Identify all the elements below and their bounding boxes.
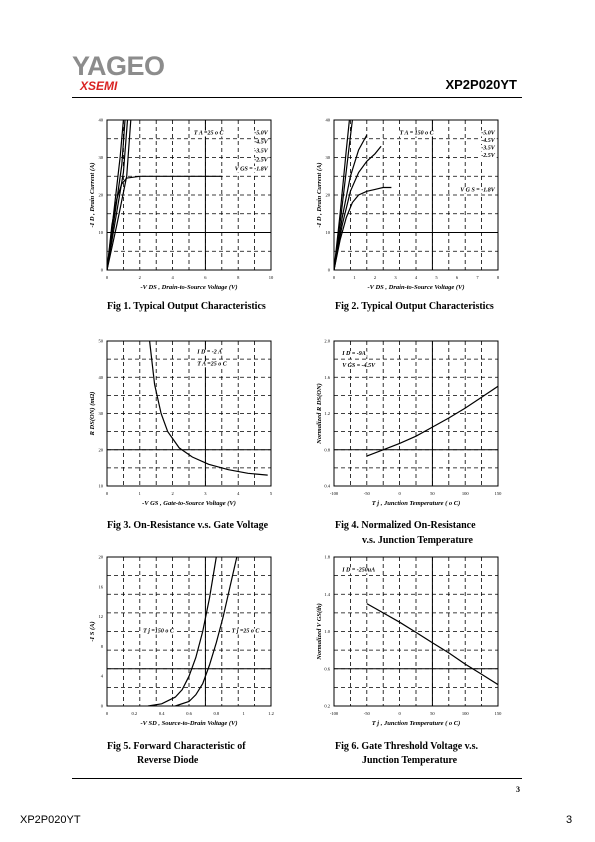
x-tick-label: 1 <box>138 491 141 496</box>
y-tick-label: 0 <box>100 267 103 273</box>
y-tick-label: 0.4 <box>324 483 330 489</box>
y-axis-label: Normalized R DS(ON) <box>316 383 323 444</box>
part-number-title: XP2P020YT <box>445 77 517 92</box>
footer-page-number: 3 <box>566 814 573 826</box>
y-tick-label: 1.2 <box>324 411 330 416</box>
x-tick-label: 0 <box>398 711 401 716</box>
annotation-label: -4.5V <box>481 138 495 144</box>
x-tick-label: 1.2 <box>268 711 274 716</box>
chart-fig5 <box>89 554 274 727</box>
footer-rule <box>72 778 522 779</box>
y-tick-label: 30 <box>325 155 330 160</box>
x-tick-label: 8 <box>237 275 240 280</box>
x-tick-label: -100 <box>329 711 339 716</box>
chart-fig2 <box>316 117 500 291</box>
x-tick-label: -100 <box>329 491 339 496</box>
x-tick-label: -50 <box>363 711 370 716</box>
x-axis-label: -V SD , Source-to-Drain Voltage (V) <box>140 720 238 727</box>
x-tick-label: 6 <box>455 275 459 280</box>
y-tick-label: 0 <box>100 703 103 709</box>
caption-fig4-line2: v.s. Junction Temperature <box>362 535 473 546</box>
x-axis-label: -V DS , Drain-to-Source Voltage (V) <box>367 284 465 291</box>
x-axis-label: T j , Junction Temperature ( o C) <box>371 720 461 727</box>
annotation-label: -2.5V <box>254 157 268 164</box>
y-tick-label: 40 <box>325 117 330 123</box>
y-tick-label: 0.8 <box>324 447 330 453</box>
y-tick-label: 8 <box>100 643 103 649</box>
annotation-label: -4.5V <box>254 139 268 146</box>
x-tick-label: 0 <box>105 711 109 716</box>
y-axis-label: Normalized V GS(th) <box>316 603 323 660</box>
annotation-label: V GS = -1.8V <box>234 166 268 173</box>
y-tick-label: 16 <box>98 584 103 590</box>
x-tick-label: 150 <box>494 491 502 496</box>
y-axis-label: R DS(ON) (mΩ) <box>89 391 96 436</box>
annotation-label: T A =25 o C <box>193 130 224 137</box>
x-tick-label: 10 <box>268 275 274 280</box>
annotation-label: I D = -9A <box>342 351 366 358</box>
x-tick-label: 4 <box>414 275 418 280</box>
chart-fig3 <box>89 338 273 507</box>
caption-fig5-line1: Fig 5. Forward Characteristic of <box>107 741 246 752</box>
x-tick-label: 1 <box>242 711 245 716</box>
logo-xsemi: XSEMI <box>80 79 118 93</box>
chart-fig1 <box>89 117 274 291</box>
x-tick-label: 0 <box>332 275 336 280</box>
annotation-label: T j =150 o C <box>143 628 174 635</box>
y-tick-label: 0.2 <box>324 703 330 709</box>
annotation-label: I D = -2 A <box>197 349 223 356</box>
x-tick-label: 0.4 <box>158 711 165 716</box>
x-tick-label: 100 <box>461 491 469 496</box>
annotation-label: -3.5V <box>481 145 495 152</box>
y-tick-label: 30 <box>98 411 103 416</box>
x-axis-label: -V DS , Drain-to-Source Voltage (V) <box>140 284 238 291</box>
footer-part-number: XP2P020YT <box>20 814 81 826</box>
annotation-label: T A = 150 o C <box>399 130 434 137</box>
y-tick-label: 10 <box>325 230 330 235</box>
caption-fig2: Fig 2. Typical Output Characteristics <box>335 301 494 312</box>
annotation-label: -5.0V <box>481 130 495 137</box>
x-tick-label: 0 <box>105 491 109 496</box>
logo-yageo: YAGEO <box>72 51 165 81</box>
x-tick-label: 4 <box>237 491 240 496</box>
x-tick-label: 50 <box>430 711 435 716</box>
y-tick-label: 20 <box>98 554 103 560</box>
caption-fig4-line1: Fig 4. Normalized On-Resistance <box>335 520 476 531</box>
y-tick-label: 0 <box>327 267 330 273</box>
x-tick-label: 150 <box>494 711 502 716</box>
x-tick-label: 4 <box>171 275 174 280</box>
y-tick-label: 40 <box>98 374 103 380</box>
chart-fig4 <box>316 338 502 507</box>
x-tick-label: 50 <box>430 491 435 496</box>
x-tick-label: 2 <box>373 275 377 280</box>
annotation-label: T j =25 o C <box>231 628 260 635</box>
y-tick-label: 1.8 <box>324 554 330 560</box>
y-tick-label: 30 <box>98 155 103 160</box>
caption-fig5-line2: Reverse Diode <box>137 755 199 766</box>
x-tick-label: 0.8 <box>213 711 220 716</box>
annotation-label: V GS = -4.5V <box>342 362 376 369</box>
x-tick-label: 5 <box>435 275 438 280</box>
y-tick-label: 10 <box>98 483 103 489</box>
y-tick-label: 1.0 <box>324 629 330 634</box>
annotation-label: T A =25 o C <box>197 361 227 368</box>
y-tick-label: 20 <box>98 192 103 198</box>
annotation-label: -5.0V <box>254 130 268 137</box>
caption-fig6-line2: Junction Temperature <box>362 755 458 766</box>
x-tick-label: 100 <box>461 711 469 716</box>
x-tick-label: 8 <box>496 275 500 280</box>
caption-fig3: Fig 3. On-Resistance v.s. Gate Voltage <box>107 520 269 531</box>
y-tick-label: 4 <box>100 673 103 679</box>
y-tick-label: 50 <box>98 338 103 344</box>
x-tick-label: 7 <box>476 275 479 280</box>
y-tick-label: 20 <box>325 192 330 198</box>
x-tick-label: 3 <box>394 275 397 280</box>
annotation-label: V G S = -1.8V <box>460 187 495 194</box>
x-axis-label: -V GS , Gate-to-Source Voltage (V) <box>142 500 236 507</box>
caption-fig6-line1: Fig 6. Gate Threshold Voltage v.s. <box>335 741 478 752</box>
x-tick-label: 0 <box>105 275 109 280</box>
y-tick-label: 12 <box>98 614 103 620</box>
header-rule <box>72 97 522 98</box>
y-axis-label: -I D , Drain Current (A) <box>89 162 96 228</box>
y-tick-label: 1.4 <box>324 591 330 597</box>
annotation-label: -2.5V <box>481 153 495 159</box>
x-tick-label: 5 <box>269 491 273 496</box>
y-tick-label: 2.0 <box>324 338 330 344</box>
x-tick-label: 2 <box>171 491 174 496</box>
x-tick-label: -50 <box>363 491 370 496</box>
chart-fig6 <box>316 554 502 727</box>
y-tick-label: 40 <box>98 117 103 123</box>
y-tick-label: 10 <box>98 230 103 235</box>
x-axis-label: T j , Junction Temperature ( o C) <box>371 500 461 507</box>
y-tick-label: 1.6 <box>324 374 330 380</box>
y-axis-label: -I S (A) <box>89 621 96 642</box>
x-tick-label: 3 <box>204 491 207 496</box>
x-tick-label: 6 <box>204 275 207 280</box>
x-tick-label: 0.6 <box>186 711 192 716</box>
page-number-inner: 3 <box>516 785 520 794</box>
caption-fig1: Fig 1. Typical Output Characteristics <box>107 301 266 312</box>
y-tick-label: 20 <box>98 447 103 453</box>
annotation-label: I D = -250uA <box>342 567 376 574</box>
y-axis-label: -I D , Drain Current (A) <box>316 162 323 228</box>
annotation-label: -3.5V <box>254 148 268 155</box>
x-tick-label: 2 <box>138 275 141 280</box>
y-tick-label: 0.6 <box>324 666 330 672</box>
x-tick-label: 0 <box>398 491 401 496</box>
x-tick-label: 0.2 <box>131 711 138 716</box>
x-tick-label: 1 <box>353 275 356 280</box>
